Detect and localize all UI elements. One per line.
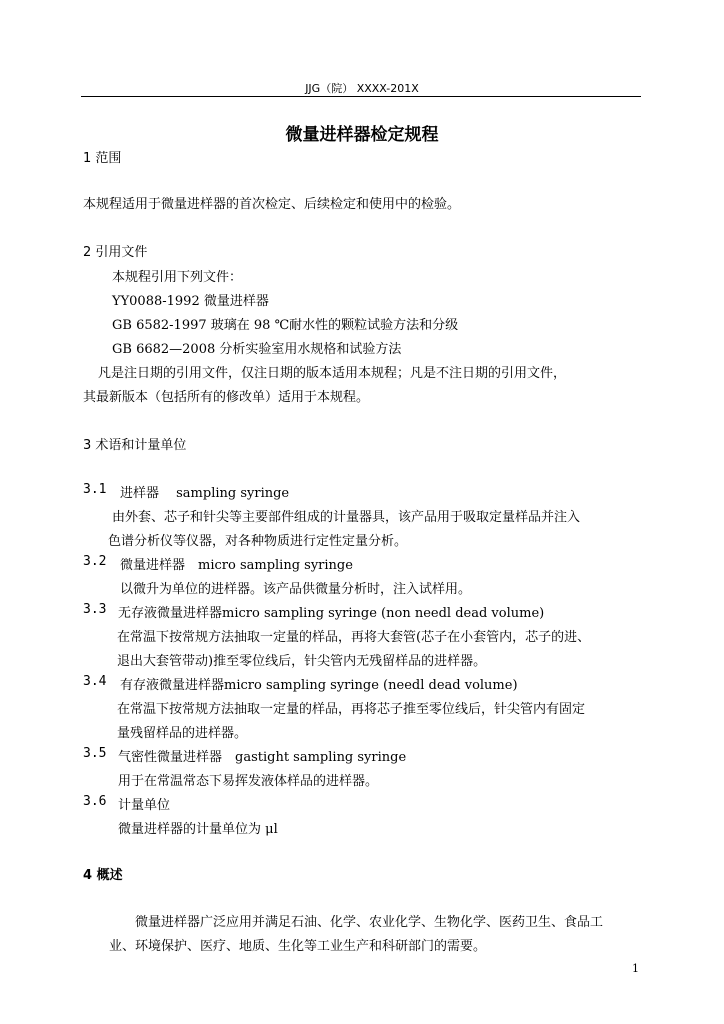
term-number: 3.3 bbox=[83, 602, 107, 617]
term-number: 3.6 bbox=[83, 794, 107, 809]
term-body: 微量进样器的计量单位为 μl bbox=[118, 822, 278, 837]
term-body: 在常温下按常规方法抽取一定量的样品，再将芯子推至零位线后，针尖管内有固定 bbox=[117, 702, 586, 717]
term-title: 计量单位 bbox=[118, 798, 171, 813]
term-title: 进样器 sampling syringe bbox=[120, 486, 290, 501]
term-number: 3.2 bbox=[83, 554, 107, 569]
term-body: 色谱分析仪等仪器，对各种物质进行定性定量分析。 bbox=[108, 534, 408, 549]
term-title: 气密性微量进样器 gastight sampling syringe bbox=[118, 750, 407, 765]
reference-yy0088: YY0088-1992 微量进样器 bbox=[112, 294, 269, 309]
section-2-line: 其最新版本（包括所有的修改单）适用于本规程。 bbox=[83, 390, 370, 405]
term-title: 微量进样器 micro sampling syringe bbox=[120, 558, 353, 573]
term-number: 3.4 bbox=[83, 674, 107, 689]
term-number: 3.1 bbox=[83, 482, 107, 497]
term-body: 用于在常温常态下易挥发液体样品的进样器。 bbox=[118, 774, 379, 789]
term-number: 3.5 bbox=[83, 746, 107, 761]
document-title: 微量进样器检定规程 bbox=[285, 125, 439, 145]
page-number: 1 bbox=[632, 962, 639, 975]
section-1-text: 本规程适用于微量进样器的首次检定、后续检定和使用中的检验。 bbox=[83, 197, 461, 212]
term-title: 无存液微量进样器micro sampling syringe (non needl dead volume) bbox=[118, 606, 545, 621]
term-title: 有存液微量进样器micro sampling syringe (needl dead volume) bbox=[120, 678, 518, 693]
reference-gb6682: GB 6682—2008 分析实验室用水规格和试验方法 bbox=[112, 342, 402, 357]
section-1-heading: 1 范围 bbox=[83, 151, 122, 166]
term-body: 退出大套管带动)推至零位线后，针尖管内无残留样品的进样器。 bbox=[117, 654, 487, 669]
header-title: JJG（院） XXXX-201X bbox=[305, 82, 419, 95]
section-2-line: 本规程引用下列文件： bbox=[112, 270, 243, 285]
section-4-line: 业、环境保护、医疗、地质、生化等工业生产和科研部门的需要。 bbox=[109, 939, 487, 954]
section-2-heading: 2 引用文件 bbox=[83, 245, 148, 260]
reference-gb6582: GB 6582-1997 玻璃在 98 ℃耐水性的颗粒试验方法和分级 bbox=[112, 318, 459, 333]
term-body: 在常温下按常规方法抽取一定量的样品，再将大套管(芯子在小套管内，芯子的进、 bbox=[117, 630, 591, 645]
section-2-line: 凡是注日期的引用文件，仅注日期的版本适用本规程；凡是不注日期的引用文件， bbox=[98, 366, 567, 381]
term-body: 以微升为单位的进样器。该产品供微量分析时，注入试样用。 bbox=[120, 582, 472, 597]
term-body: 量残留样品的进样器。 bbox=[117, 726, 248, 741]
term-body: 由外套、芯子和针尖等主要部件组成的计量器具，该产品用于吸取定量样品并注入 bbox=[112, 510, 581, 525]
section-4-heading: 4 概述 bbox=[83, 868, 123, 883]
header-divider bbox=[81, 96, 641, 97]
section-4-line: 微量进样器广泛应用并满足石油、化学、农业化学、生物化学、医药卫生、食品工 bbox=[135, 915, 604, 930]
section-3-heading: 3 术语和计量单位 bbox=[83, 438, 187, 453]
